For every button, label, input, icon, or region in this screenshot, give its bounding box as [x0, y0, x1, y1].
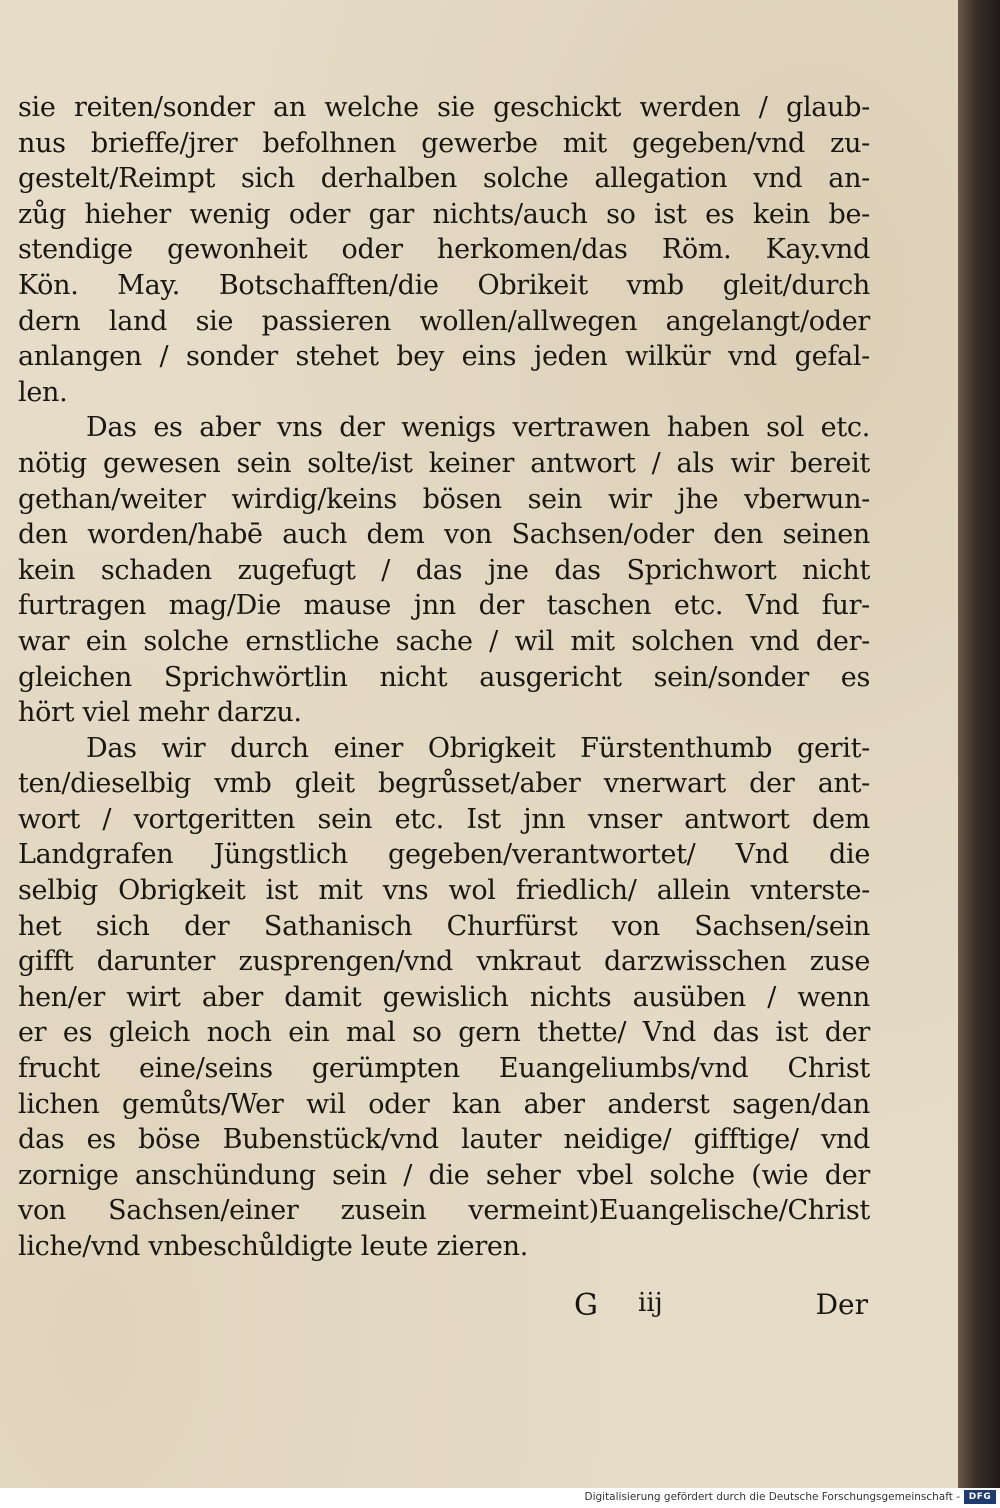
text-line-29: lichen gemůts/Wer wil oder kan aber anderst sagen/dan — [18, 1088, 870, 1120]
page-footer-line — [18, 1288, 870, 1328]
text-line-7: dern land sie passieren wollen/allwegen angelangt/oder — [18, 305, 870, 337]
text-line-3: gestelt/Reimpt sich derhalben solche allegation vnd an- — [18, 163, 870, 195]
text-line-12: gethan/weiter wirdig/keins bösen sein wir jhe vberwun- — [18, 483, 870, 515]
text-line-11: nötig gewesen sein solte/ist keiner antwort / als wir bereit — [18, 447, 870, 479]
text-line-16: war ein solche ernstliche sache / wil mit solchen vnd der- — [18, 625, 870, 657]
text-line-27: er es gleich noch ein mal so gern thette/ Vnd das ist der — [18, 1017, 870, 1049]
text-line-6: Kön. May. Botschafften/die Obrikeit vmb gleit/durch — [18, 269, 870, 301]
text-line-24: het sich der Sathanisch Churfürst von Sachsen/sein — [18, 910, 870, 942]
text-line-23: selbig Obrigkeit ist mit vns wol friedlich/ allein vnterste- — [18, 875, 870, 907]
book-edge-shadow — [958, 0, 1000, 1488]
catchword: Der — [815, 1288, 868, 1321]
text-line-21: wort / vortgeritten sein etc. Ist jnn vnser antwort dem — [18, 803, 870, 835]
text-line-26: hen/er wirt aber damit gewislich nichts ausüben / wenn — [18, 981, 870, 1013]
text-line-20: ten/dieselbig vmb gleit begrůsset/aber vnerwart der ant- — [18, 768, 870, 800]
text-line-18: hört viel mehr darzu. — [18, 697, 302, 729]
digitization-credit: Digitalisierung gefördert durch die Deutsche Forschungsgemeinschaft - — [584, 1491, 960, 1503]
text-line-33: liche/vnd vnbeschůldigte leute zieren. — [18, 1231, 528, 1262]
text-line-4: zůg hieher wenig oder gar nichts/auch so ist es kein be- — [18, 198, 870, 230]
text-line-10: Das es aber vns der wenigs vertrawen haben sol etc. — [86, 412, 870, 444]
text-line-2: nus brieffe/jrer befolhnen gewerbe mit gegeben/vnd zu- — [18, 127, 870, 159]
text-line-14: kein schaden zugefugt / das jne das Sprichwort nicht — [18, 554, 870, 586]
text-line-1: sie reiten/sonder an welche sie geschickt werden / glaub- — [18, 92, 870, 123]
text-line-31: zornige anschündung sein / die seher vbel solche (wie der — [18, 1159, 870, 1191]
text-line-9: len. — [18, 376, 68, 408]
text-line-13: den worden/habē auch dem von Sachsen/oder den seinen — [18, 519, 870, 551]
text-line-5: stendige gewonheit oder herkomen/das Röm. Kay.vnd — [18, 234, 870, 266]
text-line-22: Landgrafen Jüngstlich gegeben/verantwortet/ Vnd die — [18, 839, 870, 871]
text-line-8: anlangen / sonder stehet bey eins jeden wilkür vnd gefal- — [18, 341, 870, 373]
body-text — [18, 90, 870, 1265]
text-line-32: von Sachsen/einer zusein vermeint)Euangelische/Christ — [18, 1195, 870, 1227]
text-line-30: das es böse Bubenstück/vnd lauter neidige/ gifftige/ vnd — [18, 1124, 870, 1156]
text-line-28: frucht eine/seins gerümpten Euangeliumbs/vnd Christ — [18, 1053, 870, 1085]
text-line-15: furtragen mag/Die mause jnn der taschen etc. Vnd fur- — [18, 590, 870, 622]
signature-number: iij — [638, 1288, 663, 1318]
dfg-logo: DFG — [964, 1490, 996, 1504]
text-line-19: Das wir durch einer Obrigkeit Fürstenthumb gerit- — [86, 732, 870, 764]
text-line-25: gifft darunter zusprengen/vnd vnkraut darzwisschen zuse — [18, 946, 870, 978]
text-line-17: gleichen Sprichwörtlin nicht ausgericht sein/sonder es — [18, 661, 870, 693]
signature-mark: G — [574, 1288, 598, 1323]
